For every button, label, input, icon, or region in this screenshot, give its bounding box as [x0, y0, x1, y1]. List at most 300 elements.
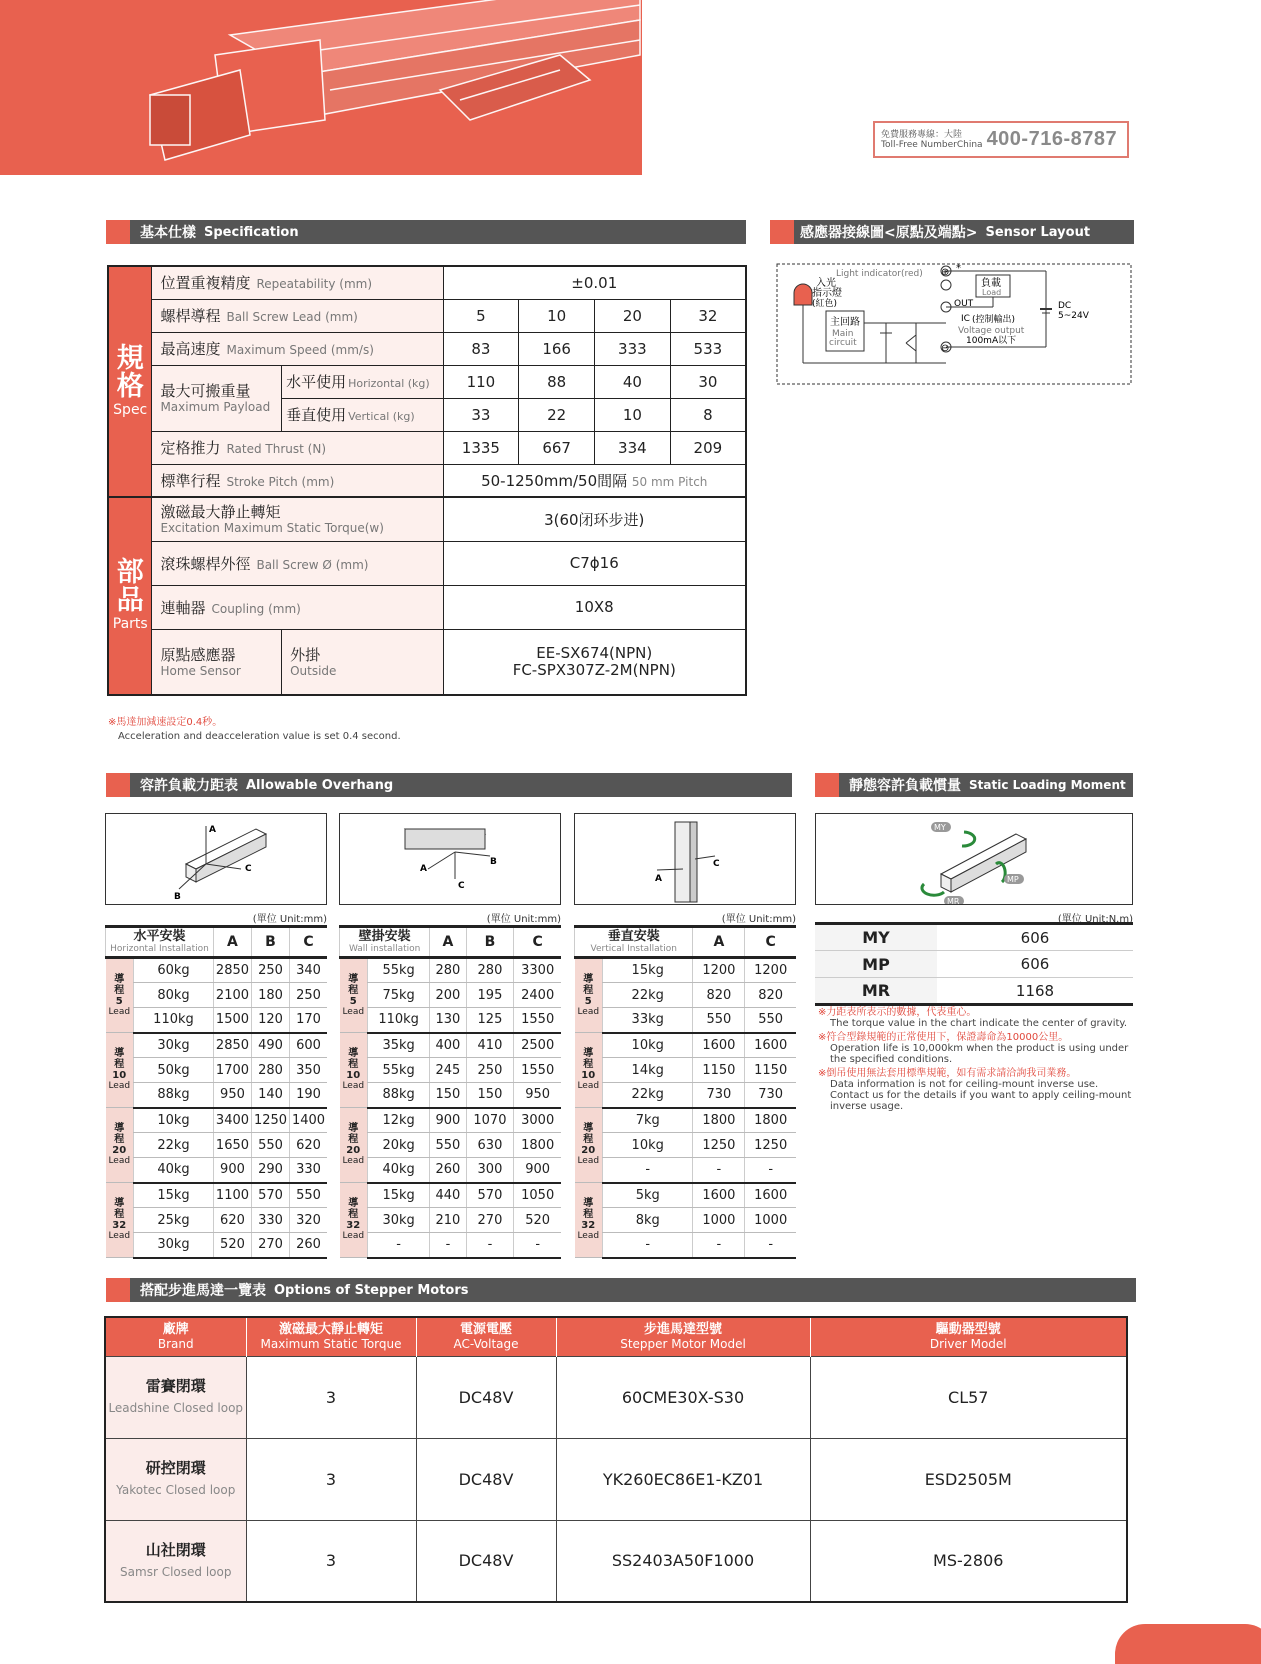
- cell: -: [603, 1233, 693, 1258]
- install-header: 壁掛安裝 Wall installation: [340, 927, 430, 958]
- hero-banner: [0, 0, 642, 175]
- cell: 15kg: [134, 1183, 214, 1208]
- cell: 550: [430, 1133, 466, 1158]
- table-row: [106, 1033, 328, 1058]
- table-row: [575, 1008, 797, 1033]
- cell: 80kg: [134, 983, 214, 1008]
- table-header: [105, 1317, 1127, 1356]
- sensor-wiring-diagram: [776, 263, 1132, 385]
- install-header: 水平安裝 Horizontal Installation: [106, 927, 214, 958]
- table-row: [575, 1208, 797, 1233]
- cell: 130: [430, 1008, 466, 1033]
- hotline-box: [873, 121, 1129, 158]
- stroke-label: 標準行程 Stroke Pitch (mm): [152, 464, 443, 497]
- header-accent: [815, 773, 839, 797]
- cell: DC48V: [416, 1356, 556, 1438]
- moment-key: MP: [815, 951, 937, 978]
- table-row: [106, 1108, 328, 1133]
- svg-text:IC: IC: [961, 314, 970, 324]
- cell: 900: [213, 1158, 251, 1183]
- cell: 22kg: [603, 983, 693, 1008]
- cell: 3400: [213, 1108, 251, 1133]
- cell: 2100: [213, 983, 251, 1008]
- cell: 20kg: [368, 1133, 430, 1158]
- sensor-section-header: [770, 220, 1134, 244]
- mr-label: MR: [947, 897, 960, 905]
- cell: 200: [430, 983, 466, 1008]
- cell: 1800: [745, 1108, 796, 1133]
- cell: YK260EC86E1-KZ01: [556, 1438, 810, 1520]
- header-accent: [770, 220, 794, 244]
- table-row: [108, 464, 746, 497]
- cell: 15kg: [368, 1183, 430, 1208]
- wall-install-diagram: [339, 813, 561, 905]
- cell: 333: [595, 332, 671, 365]
- moment-key: MY: [815, 924, 937, 951]
- cell: 620: [290, 1133, 327, 1158]
- cell: 140: [251, 1083, 289, 1108]
- svg-text:指示燈: 指示燈: [812, 288, 842, 299]
- spec-section-header: [106, 220, 746, 244]
- lead-cell: 導 程 5 Lead: [340, 958, 368, 1033]
- unit-label: (單位 Unit:N.m): [1057, 914, 1133, 925]
- cell: 2500: [514, 1033, 561, 1058]
- cell: 330: [251, 1208, 289, 1233]
- svg-text:*: *: [956, 263, 961, 274]
- moment-notes: ※力距表所表示的數據，代表重心。 The torque value in the chart indicate the center of gravity. ※符合型錄規範的正常使用下，保證壽命為10000公里。 Operation life is 10,000km when the product is using under the specified conditions. ※倒吊使用無法套用標準規範，如有需求請洽詢我司業務。 Data information is not for ceiling-mount inverse use. Contact us for the details if you want to apply ceiling-mount inverse usage.: [818, 1007, 1132, 1112]
- cell: 250: [251, 958, 289, 983]
- speed-label: 最高速度 Maximum Speed (mm/s): [152, 332, 443, 365]
- lead-cell: 導 程 20 Lead: [340, 1108, 368, 1183]
- brand-cell: 研控閉環 Yakotec Closed loop: [105, 1438, 246, 1520]
- svg-text:DC: DC: [1058, 301, 1072, 311]
- table-row: [108, 365, 746, 398]
- axis-b: B: [174, 892, 181, 902]
- payload-v-label: 垂直使用 Vertical (kg): [282, 398, 443, 431]
- moment-title: 靜態容許負載慣量: [849, 778, 961, 794]
- home-sub-label: 外掛 Outside: [282, 629, 443, 695]
- table-row: [340, 1208, 562, 1233]
- table-row: [106, 983, 328, 1008]
- cell: 150: [466, 1083, 514, 1108]
- cell: 12kg: [368, 1108, 430, 1133]
- table-row: [108, 431, 746, 464]
- motors-title-en: Options of Stepper Motors: [274, 1282, 469, 1298]
- sensor-title: 感應器接線圖<原點及端點>: [800, 225, 978, 241]
- cell: 35kg: [368, 1033, 430, 1058]
- svg-text:Load: Load: [982, 288, 1002, 297]
- table-row: [575, 1058, 797, 1083]
- table-row: [106, 1058, 328, 1083]
- svg-text:OUT: OUT: [954, 299, 974, 309]
- table-row: [575, 983, 797, 1008]
- repeat-label: 位置重複精度 Repeatability (mm): [152, 266, 443, 299]
- cell: 1550: [514, 1058, 561, 1083]
- cell: 195: [466, 983, 514, 1008]
- cell: 209: [670, 431, 746, 464]
- cell: 10kg: [603, 1133, 693, 1158]
- cell: 1250: [251, 1108, 289, 1133]
- cell: 30kg: [368, 1208, 430, 1233]
- cell: -: [466, 1233, 514, 1258]
- cell: 2850: [213, 958, 251, 983]
- motors-table: [104, 1316, 1128, 1603]
- cell: 110kg: [368, 1008, 430, 1033]
- cell: 400: [430, 1033, 466, 1058]
- cell: 88: [519, 365, 595, 398]
- lead-cell: 導 程 10 Lead: [575, 1033, 603, 1108]
- svg-text:100mA以下: 100mA以下: [966, 336, 1017, 346]
- cell: 900: [430, 1108, 466, 1133]
- moment-table: [815, 922, 1133, 1006]
- cell: 2400: [514, 983, 561, 1008]
- cell: 88kg: [368, 1083, 430, 1108]
- cell: 820: [745, 983, 796, 1008]
- spec-note: ※馬達加減速設定0.4秒。 Acceleration and deacceleration value is set 0.4 second.: [108, 717, 401, 742]
- horizontal-install-diagram: [105, 813, 327, 905]
- col-header: A: [213, 927, 251, 958]
- linear-actuator-illustration: [0, 0, 642, 175]
- cell: 550: [693, 1008, 745, 1033]
- cell: 550: [290, 1183, 327, 1208]
- cell: 600: [290, 1033, 327, 1058]
- lead-cell: 導 程 5 Lead: [575, 958, 603, 1033]
- cell: ESD2505M: [810, 1438, 1127, 1520]
- table-row: [106, 1158, 328, 1183]
- spec-title: 基本仕樣: [140, 225, 196, 241]
- spec-group: 規格 Spec: [108, 266, 152, 497]
- cell: 40: [595, 365, 671, 398]
- moment-value: 606: [937, 951, 1133, 978]
- cell: 730: [745, 1083, 796, 1108]
- cell: 22kg: [134, 1133, 214, 1158]
- cell: -: [745, 1158, 796, 1183]
- spec-title-en: Specification: [204, 224, 299, 240]
- cell: 340: [290, 958, 327, 983]
- moment-value: 606: [937, 924, 1133, 951]
- cell: 75kg: [368, 983, 430, 1008]
- cell: 3: [246, 1520, 416, 1602]
- moment-section-header: [815, 773, 1133, 797]
- light-indicator-label: Light indicator(red): [836, 269, 923, 279]
- home-value: EE-SX674(NPN) FC-SPX307Z-2M(NPN): [443, 629, 746, 695]
- cell: 83: [443, 332, 519, 365]
- cell: 40kg: [134, 1158, 214, 1183]
- cell: 1550: [514, 1008, 561, 1033]
- header-cell: 廠牌 Brand: [105, 1317, 246, 1356]
- svg-text:5~24V: 5~24V: [1058, 311, 1089, 321]
- cell: 730: [693, 1083, 745, 1108]
- cell: 30kg: [134, 1233, 214, 1258]
- repeat-value: ±0.01: [443, 266, 746, 299]
- cell: 320: [290, 1208, 327, 1233]
- cell: 250: [466, 1058, 514, 1083]
- svg-text:負載: 負載: [981, 278, 1001, 289]
- table-row: [340, 1183, 562, 1208]
- cell: 1000: [745, 1208, 796, 1233]
- cell: 3: [246, 1438, 416, 1520]
- cell: DC48V: [416, 1438, 556, 1520]
- cell: CL57: [810, 1356, 1127, 1438]
- cell: 40kg: [368, 1158, 430, 1183]
- cell: -: [693, 1233, 745, 1258]
- cell: 1600: [693, 1183, 745, 1208]
- cell: 1200: [693, 958, 745, 983]
- table-row: [340, 1108, 562, 1133]
- table-row: [108, 585, 746, 629]
- unit-label: (單位 Unit:mm): [721, 914, 796, 925]
- payload-label: 最大可搬重量 Maximum Payload: [152, 365, 282, 431]
- cell: 245: [430, 1058, 466, 1083]
- page-corner-decoration: [1115, 1624, 1261, 1664]
- cell: 3300: [514, 958, 561, 983]
- header-accent: [106, 773, 130, 797]
- cell: 110: [443, 365, 519, 398]
- header-cell: 激磁最大靜止轉矩 Maximum Static Torque: [246, 1317, 416, 1356]
- cell: 1000: [693, 1208, 745, 1233]
- cell: 490: [251, 1033, 289, 1058]
- table-row: [815, 978, 1133, 1005]
- brand-cell: 雷賽閉環 Leadshine Closed loop: [105, 1356, 246, 1438]
- table-row: [108, 299, 746, 332]
- svg-text:Main: Main: [832, 329, 854, 339]
- led-icon: [794, 284, 812, 305]
- cell: 620: [213, 1208, 251, 1233]
- cell: 3: [246, 1356, 416, 1438]
- cell: 270: [466, 1208, 514, 1233]
- cell: 125: [466, 1008, 514, 1033]
- cell: 22kg: [603, 1083, 693, 1108]
- col-header: A: [693, 927, 745, 958]
- axis-a: A: [420, 864, 427, 874]
- table-row: [105, 1520, 1127, 1602]
- cell: 1800: [514, 1133, 561, 1158]
- table-row: [106, 1133, 328, 1158]
- cell: 10: [595, 398, 671, 431]
- col-header: B: [251, 927, 289, 958]
- hotline-china: China: [956, 139, 983, 150]
- cell: 60kg: [134, 958, 214, 983]
- cell: 10: [519, 299, 595, 332]
- table-row: [575, 1108, 797, 1133]
- svg-text:⊕: ⊕: [941, 267, 950, 278]
- cell: 170: [290, 1008, 327, 1033]
- moment-value: 1168: [937, 978, 1133, 1005]
- cell: 1250: [693, 1133, 745, 1158]
- stroke-value: 50-1250mm/50間隔 50 mm Pitch: [443, 464, 746, 497]
- cell: 20: [595, 299, 671, 332]
- cell: 1100: [213, 1183, 251, 1208]
- torque-label: 激磁最大静止轉矩 Excitation Maximum Static Torque(w): [152, 497, 443, 541]
- overhang-vertical-table: [574, 925, 796, 1259]
- hotline-label: 免費服務專線：大陸: [881, 129, 963, 140]
- table-row: [575, 1033, 797, 1058]
- header-accent: [106, 220, 130, 244]
- svg-text:(紅色): (紅色): [812, 299, 838, 309]
- cell: 1600: [745, 1183, 796, 1208]
- svg-text:入光: 入光: [816, 278, 836, 289]
- table-row: [106, 1083, 328, 1108]
- mp-label: MP: [1007, 875, 1019, 884]
- cell: 1600: [745, 1033, 796, 1058]
- cell: 1700: [213, 1058, 251, 1083]
- sensor-title-en: Sensor Layout: [985, 224, 1091, 240]
- cell: 88kg: [134, 1083, 214, 1108]
- lead-label: 螺桿導程 Ball Screw Lead (mm): [152, 299, 443, 332]
- cell: 110kg: [134, 1008, 214, 1033]
- cell: 667: [519, 431, 595, 464]
- cell: 630: [466, 1133, 514, 1158]
- cell: 1150: [745, 1058, 796, 1083]
- overhang-title: 容許負載力距表: [140, 778, 238, 794]
- cell: 570: [466, 1183, 514, 1208]
- table-row: [815, 951, 1133, 978]
- cell: 150: [430, 1083, 466, 1108]
- cell: 550: [745, 1008, 796, 1033]
- lead-cell: 導 程 32 Lead: [575, 1183, 603, 1258]
- svg-text:(控制輸出): (控制輸出): [972, 315, 1016, 325]
- table-row: [340, 958, 562, 983]
- vertical-install-diagram: [574, 813, 796, 905]
- cell: 2850: [213, 1033, 251, 1058]
- cell: 120: [251, 1008, 289, 1033]
- table-row: [340, 1133, 562, 1158]
- table-row: [575, 1083, 797, 1108]
- table-header: [575, 927, 797, 958]
- axis-b: B: [490, 857, 497, 867]
- table-header: [106, 927, 328, 958]
- cell: 1200: [745, 958, 796, 983]
- cell: 570: [251, 1183, 289, 1208]
- table-row: [108, 629, 746, 695]
- motors-title: 搭配步進馬達一覽表: [140, 1283, 266, 1299]
- table-header: [340, 927, 562, 958]
- table-row: [340, 1033, 562, 1058]
- header-accent: [106, 1278, 130, 1302]
- cell: 166: [519, 332, 595, 365]
- table-row: [105, 1438, 1127, 1520]
- col-header: C: [514, 927, 561, 958]
- header-cell: 步進馬達型號 Stepper Motor Model: [556, 1317, 810, 1356]
- cell: 410: [466, 1033, 514, 1058]
- coupling-value: 10X8: [443, 585, 746, 629]
- cell: MS-2806: [810, 1520, 1127, 1602]
- axis-a: A: [209, 825, 216, 835]
- table-row: [340, 1158, 562, 1183]
- cell: -: [368, 1233, 430, 1258]
- cell: 1650: [213, 1133, 251, 1158]
- cell: 280: [430, 958, 466, 983]
- col-header: B: [466, 927, 514, 958]
- parts-group: 部品 Parts: [108, 497, 152, 695]
- cell: 30: [670, 365, 746, 398]
- axis-c: C: [245, 864, 252, 874]
- svg-text:circuit: circuit: [829, 338, 857, 348]
- cell: 5: [443, 299, 519, 332]
- cell: 270: [251, 1233, 289, 1258]
- cell: 280: [251, 1058, 289, 1083]
- cell: 22: [519, 398, 595, 431]
- install-header: 垂直安裝 Vertical Installation: [575, 927, 693, 958]
- lead-cell: 導 程 20 Lead: [575, 1108, 603, 1183]
- cell: 1050: [514, 1183, 561, 1208]
- cell: 950: [213, 1083, 251, 1108]
- table-row: [108, 541, 746, 585]
- cell: 55kg: [368, 958, 430, 983]
- table-row: [575, 1158, 797, 1183]
- coupling-label: 連軸器 Coupling (mm): [152, 585, 443, 629]
- moment-key: MR: [815, 978, 937, 1005]
- cell: 33kg: [603, 1008, 693, 1033]
- cell: 1400: [290, 1108, 327, 1133]
- moment-title-en: Static Loading Moment: [969, 778, 1126, 792]
- cell: 440: [430, 1183, 466, 1208]
- cell: 520: [213, 1233, 251, 1258]
- cell: 7kg: [603, 1108, 693, 1133]
- cell: 3000: [514, 1108, 561, 1133]
- spec-table: [107, 265, 747, 696]
- table-row: [105, 1356, 1127, 1438]
- cell: 330: [290, 1158, 327, 1183]
- cell: 5kg: [603, 1183, 693, 1208]
- table-row: [340, 1083, 562, 1108]
- axis-c: C: [713, 859, 720, 869]
- cell: 25kg: [134, 1208, 214, 1233]
- cell: 10kg: [603, 1033, 693, 1058]
- unit-label: (單位 Unit:mm): [486, 914, 561, 925]
- table-row: [575, 1133, 797, 1158]
- cell: 180: [251, 983, 289, 1008]
- table-row: [106, 1233, 328, 1258]
- cell: 8: [670, 398, 746, 431]
- table-row: [108, 332, 746, 365]
- cell: 8kg: [603, 1208, 693, 1233]
- table-row: [106, 958, 328, 983]
- cell: 33: [443, 398, 519, 431]
- cell: 1150: [693, 1058, 745, 1083]
- cell: 10kg: [134, 1108, 214, 1133]
- lead-cell: 導 程 10 Lead: [340, 1033, 368, 1108]
- home-label: 原點感應器 Home Sensor: [152, 629, 282, 695]
- table-row: [340, 1233, 562, 1258]
- cell: 15kg: [603, 958, 693, 983]
- cell: 14kg: [603, 1058, 693, 1083]
- col-header: C: [745, 927, 796, 958]
- axis-c: C: [458, 881, 465, 891]
- cell: 210: [430, 1208, 466, 1233]
- my-label: MY: [934, 823, 946, 832]
- cell: 520: [514, 1208, 561, 1233]
- cell: 1070: [466, 1108, 514, 1133]
- cell: 350: [290, 1058, 327, 1083]
- table-row: [106, 1208, 328, 1233]
- cell: 533: [670, 332, 746, 365]
- cell: 1600: [693, 1033, 745, 1058]
- lead-cell: 導 程 32 Lead: [106, 1183, 134, 1258]
- cell: 60CME30X-S30: [556, 1356, 810, 1438]
- cell: -: [745, 1233, 796, 1258]
- lead-cell: 導 程 5 Lead: [106, 958, 134, 1033]
- cell: 250: [290, 983, 327, 1008]
- unit-label: (單位 Unit:mm): [252, 914, 327, 925]
- cell: 260: [290, 1233, 327, 1258]
- motors-section-header: [106, 1278, 1136, 1302]
- torque-value: 3(60闭环步进): [443, 497, 746, 541]
- cell: 1250: [745, 1133, 796, 1158]
- cell: DC48V: [416, 1520, 556, 1602]
- svg-text:主回路: 主回路: [830, 317, 860, 328]
- col-header: C: [290, 927, 327, 958]
